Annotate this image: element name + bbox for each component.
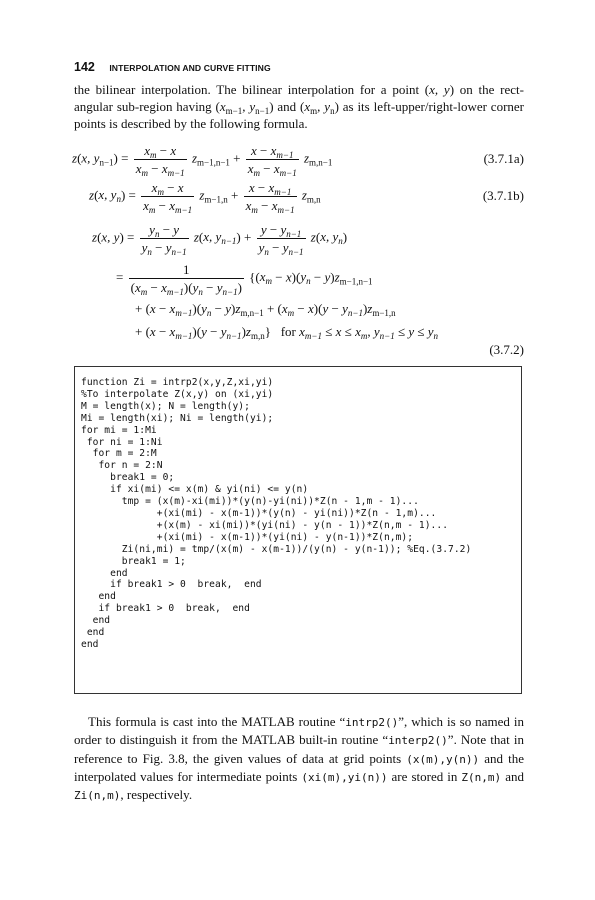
equation-3-7-1b: z(x, $y_n$) = $\frac{x_m - x}{x_m - x_{m-1}}$ $z_{m-1,n}$ + $\frac{x - x_{m-1}}{x_m - x_{m-1}}$ $z_{m,n}$ xyxy=(89,180,321,215)
equation-number-3-7-2: (3.7.2) xyxy=(489,342,524,357)
equation-3-7-2-line-3: + $(x - x_{m-1})(y_n - y)z_{m,n-1} + (x_m - x)(y - y_{n-1})z_{m-1,n}$ xyxy=(135,301,396,318)
closing-paragraph: This formula is cast into the MATLAB routine “intrp2()”, which is so named in order to distinguish it from the MATLAB built-in routine “interp2()”. Note that in reference to Fig. 3.8, the given values of data at grid points (x(m),y(n)) and the interpolated values for intermediate points (xi(m),yi(n)) are stored in Z(n,m) and Zi(n,m), respectively. xyxy=(74,714,524,803)
running-head: INTERPOLATION AND CURVE FITTING xyxy=(109,63,271,73)
equation-number-3-7-1b: (3.7.1b) xyxy=(482,188,524,203)
page-header xyxy=(74,58,271,76)
equation-number-3-7-1a: (3.7.1a) xyxy=(483,151,524,166)
equation-3-7-2-line-1: z(x, y) = $\frac{y_n - y}{y_n - y_{n-1}}$ z(x, $y_{n-1}$) + $\frac{y - y_{n-1}}{y_n - y_{n-1}}$ z(x, $y_n$) xyxy=(92,222,348,257)
equation-3-7-2-line-4: + $(x - x_{m-1})(y - y_{n-1})z_{m,n}$} for $x_{m-1} \le x \le x_m$, $y_{n-1} \le y \le y_n$ xyxy=(135,324,439,341)
code-text: function Zi = intrp2(x,y,Z,xi,yi) %To interpolate Z(x,y) on (xi,yi) M = length(x); N = length(y); Mi = length(xi); Ni = length(yi); for mi = 1:Mi for ni = 1:Ni for m = 2:M for n = 2:N break1 = 0; if xi(mi) <= x(m) & yi(ni) <= y(n) tmp = (x(m)-xi(mi))*(y(n)-yi(ni))*Z(n - 1,m - 1)... +(xi(mi) - x(m-1))*(y(n) - yi(ni))*Z(n - 1,m)... +(x(m) - xi(mi))*(yi(ni) - y(n - 1))*Z(n,m - 1)... +(xi(mi) - x(m-1))*(yi(ni) - y(n-1))*Z(n,m); Zi(ni,mi) = tmp/(x(m) - x(m-1))/(y(n) - y(n-1)); %Eq.(3.7.2) break1 = 1; end if break1 > 0 break, end end if break1 > 0 break, end end end end xyxy=(81,377,472,650)
equation-3-7-1a: z(x, $y_{n-1}$) = $\frac{x_m - x}{x_m - x_{m-1}}$ $z_{m-1,n-1}$ + $\frac{x - x_{m-1}}{x_m - x_{m-1}}$ $z_{m,n-1}$ xyxy=(72,143,333,178)
matlab-code-listing xyxy=(74,366,522,694)
intro-paragraph: the bilinear interpolation. The bilinear interpolation for a point (x, y) on the rect-angular sub-region having ($x_{m-1}$, $y_{n-1}$) and ($x_m$, $y_n$) as its left-upper/right-lower corner points is described by the following formula. xyxy=(74,82,524,132)
equation-3-7-2-line-2: = $\frac{1}{(x_m - x_{m-1})(y_n - y_{n-1})}$ {$(x_m - x)(y_n - y)z_{m-1,n-1}$ xyxy=(116,262,373,297)
page-number: 142 xyxy=(74,60,95,74)
